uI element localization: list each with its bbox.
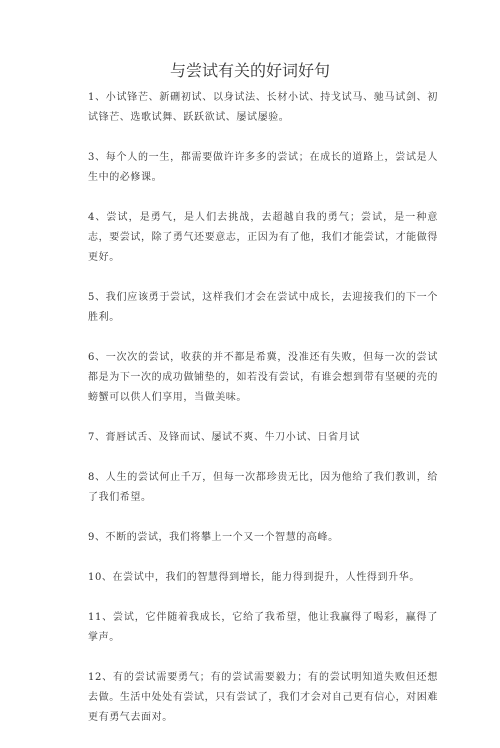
- document-body: [88, 88, 438, 748]
- paragraph-11: 11、尝试，它伴随着我成长，它给了我希望，他让我赢得了喝彩，赢得了掌声。: [88, 612, 438, 643]
- paragraph-8: 8、人生的尝试何止千万，但每一次都珍贵无比，因为他给了我们教训，给了我们希望。: [88, 472, 438, 503]
- paragraph-4: 4、尝试，是勇气，是人们去挑战，去超越自我的勇气；尝试，是一种意志，要尝试，除了勇气还要意志，正因为有了他，我们才能尝试，才能做得更好。: [88, 212, 438, 263]
- paragraph-3: 3、每个人的一生，都需要做许许多多的尝试；在成长的道路上，尝试是人生中的必修课。: [88, 152, 438, 183]
- paragraph-1: 1、小试锋芒、新硎初试、以身试法、长材小试、持戈试马、驰马试剑、初试锋芒、选歌试舞、跃跃欲试、屡试屡验。: [88, 92, 438, 123]
- paragraph-6: 6、一次次的尝试，收获的并不都是希冀，没准还有失败，但每一次的尝试都是为下一次的成功做铺垫的，如若没有尝试，有谁会想到带有坚硬的壳的螃蟹可以供人们享用，当做美味。: [88, 352, 438, 403]
- paragraph-10: 10、在尝试中，我们的智慧得到增长，能力得到提升，人性得到升华。: [88, 572, 420, 583]
- paragraph-12: 12、有的尝试需要勇气；有的尝试需要毅力；有的尝试明知道失败但还想去做。生活中处处有尝试，只有尝试了，我们才会对自己更有信心，对困难更有勇气去面对。: [88, 672, 438, 723]
- paragraph-5: 5、我们应该勇于尝试，这样我们才会在尝试中成长，去迎接我们的下一个胜利。: [88, 292, 438, 323]
- page-title: 与尝试有关的好词好句: [169, 61, 330, 80]
- paragraph-9: 9、不断的尝试，我们将攀上一个又一个智慧的高峰。: [88, 532, 339, 543]
- paragraph-7: 7、膏唇试舌、及锋而试、屡试不爽、牛刀小试、日省月试: [88, 432, 360, 443]
